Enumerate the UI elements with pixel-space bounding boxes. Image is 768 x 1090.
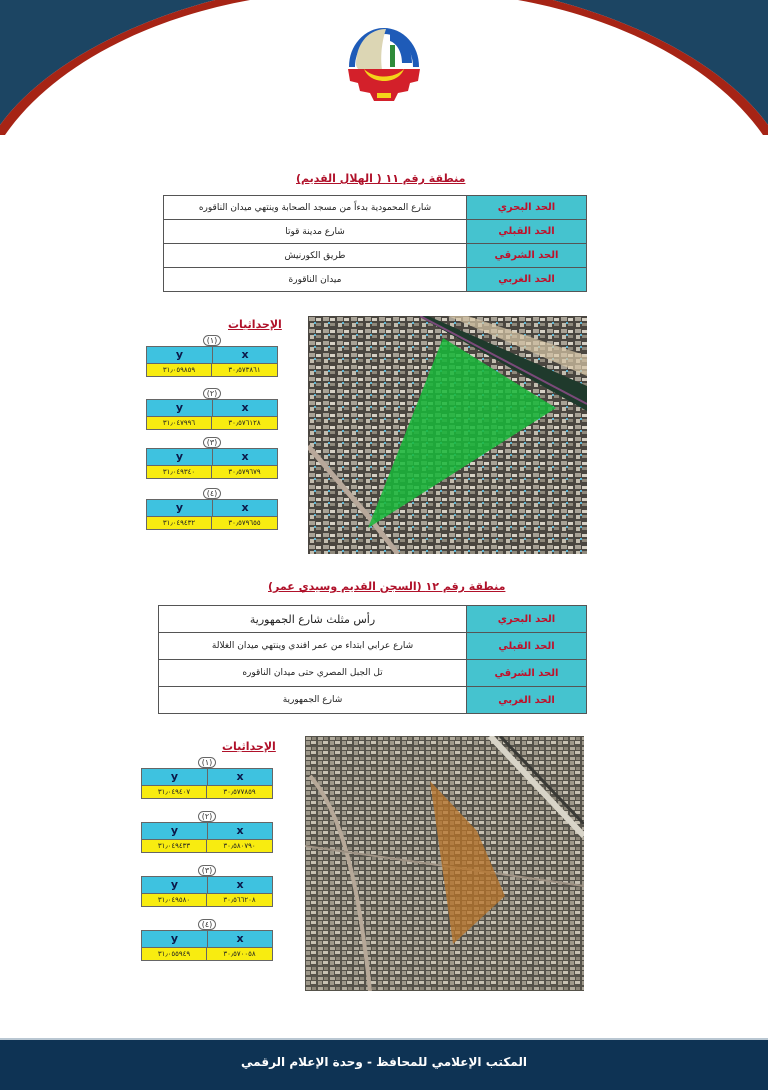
point-number: (٢) bbox=[198, 811, 217, 822]
coord-point bbox=[141, 812, 273, 853]
bound-row bbox=[164, 196, 587, 220]
y-value: ٣١٫٠٤٩٤٣٣ bbox=[142, 839, 207, 852]
y-value: ٣١٫٠٤٩٣٤٠ bbox=[147, 465, 212, 478]
bound-row bbox=[159, 633, 587, 660]
bound-label: الحد الشرقي bbox=[467, 244, 587, 268]
y-value: ٣١٫٠٥٩٨٥٩ bbox=[147, 363, 212, 376]
y-value: ٣١٫٠٤٩٤٣٢ bbox=[147, 516, 212, 529]
x-header: x bbox=[207, 931, 272, 947]
x-header: x bbox=[207, 769, 272, 785]
x-value: ٣٠٫٥٨٠٧٩٠ bbox=[207, 839, 272, 852]
point-number: (٤) bbox=[203, 488, 222, 499]
x-header: x bbox=[212, 449, 277, 465]
bound-value: شارع المحمودية بدءاً من مسجد الصحابة وينتهي ميدان الناقوره bbox=[164, 196, 467, 220]
coord-point bbox=[146, 438, 278, 479]
bound-label: الحد البحري bbox=[467, 606, 587, 633]
bound-label: الحد الغربي bbox=[467, 268, 587, 292]
x-header: x bbox=[207, 823, 272, 839]
bound-value: شارع الجمهورية bbox=[159, 687, 467, 714]
zone-12-title: منطقة رقم ١٢ (السجن القديم وسيدي عمر) bbox=[268, 580, 506, 593]
y-header: y bbox=[147, 400, 212, 416]
point-number: (١) bbox=[198, 757, 217, 768]
point-number: (٤) bbox=[198, 919, 217, 930]
x-value: ٣٠٫٥٦٦٢٠٨ bbox=[207, 893, 272, 906]
x-value: ٣٠٫٥٧٩٦٧٩ bbox=[212, 465, 277, 478]
y-value: ٣١٫٠٤٩٥٨٠ bbox=[142, 893, 207, 906]
y-header: y bbox=[147, 500, 212, 516]
bound-row bbox=[164, 244, 587, 268]
bound-value: ميدان الناقورة bbox=[164, 268, 467, 292]
y-header: y bbox=[142, 823, 207, 839]
x-value: ٣٠٫٥٧٣٨٦١ bbox=[212, 363, 277, 376]
point-number: (١) bbox=[203, 335, 222, 346]
footer-text: المكتب الإعلامي للمحافظ - وحدة الإعلام الرقمي bbox=[241, 1055, 527, 1069]
bound-value: طريق الكورنيش bbox=[164, 244, 467, 268]
governorate-logo bbox=[340, 17, 428, 105]
x-header: x bbox=[212, 500, 277, 516]
y-header: y bbox=[147, 347, 212, 363]
coord-point bbox=[141, 866, 273, 907]
zone-11-title: منطقة رقم ١١ ( الهلال القديم) bbox=[296, 172, 466, 185]
coord-point bbox=[146, 489, 278, 530]
bound-value: شارع عرابي ابتداء من عمر افندي وينتهي ميدان الغلالة bbox=[159, 633, 467, 660]
y-header: y bbox=[142, 931, 207, 947]
bound-row bbox=[159, 687, 587, 714]
zone-12-bounds-table bbox=[158, 605, 587, 714]
bound-label: الحد القبلي bbox=[467, 633, 587, 660]
bound-value: شارع مدينة قوتا bbox=[164, 220, 467, 244]
y-header: y bbox=[142, 877, 207, 893]
bound-row bbox=[164, 268, 587, 292]
zone-11-satellite-map bbox=[308, 316, 587, 554]
zone-11-coords-title: الإحداثيات bbox=[228, 318, 282, 331]
y-header: y bbox=[142, 769, 207, 785]
y-value: ٣١٫٠٤٧٩٩٦ bbox=[147, 416, 212, 429]
zone-12-coords-title: الإحداثيات bbox=[222, 740, 276, 753]
x-header: x bbox=[212, 400, 277, 416]
x-header: x bbox=[207, 877, 272, 893]
bound-label: الحد الغربي bbox=[467, 687, 587, 714]
x-value: ٣٠٫٥٧٩٦٥٥ bbox=[212, 516, 277, 529]
coord-point bbox=[146, 389, 278, 430]
x-value: ٣٠٫٥٧٦١٢٨ bbox=[212, 416, 277, 429]
bound-value: تل الجبل المصري حتى ميدان الناقوره bbox=[159, 660, 467, 687]
zone-12-satellite-map bbox=[305, 736, 584, 991]
point-number: (٣) bbox=[203, 437, 222, 448]
zone-11-bounds-table bbox=[163, 195, 587, 292]
bound-label: الحد الشرقي bbox=[467, 660, 587, 687]
x-value: ٣٠٫٥٧٧٨٥٩ bbox=[207, 785, 272, 798]
point-number: (٣) bbox=[198, 865, 217, 876]
x-value: ٣٠٫٥٧٠٠٥٨ bbox=[207, 947, 272, 960]
bound-label: الحد البحري bbox=[467, 196, 587, 220]
coord-point bbox=[141, 758, 273, 799]
bound-label: الحد القبلي bbox=[467, 220, 587, 244]
y-header: y bbox=[147, 449, 212, 465]
bound-row bbox=[164, 220, 587, 244]
point-number: (٢) bbox=[203, 388, 222, 399]
footer-banner bbox=[0, 1038, 768, 1090]
y-value: ٣١٫٠٤٩٤٠٧ bbox=[142, 785, 207, 798]
bound-value: رأس مثلث شارع الجمهورية bbox=[159, 606, 467, 633]
bound-row bbox=[159, 606, 587, 633]
coord-point bbox=[146, 336, 278, 377]
x-header: x bbox=[212, 347, 277, 363]
coord-point bbox=[141, 920, 273, 961]
bound-row bbox=[159, 660, 587, 687]
y-value: ٣١٫٠٥٥٩٤٩ bbox=[142, 947, 207, 960]
